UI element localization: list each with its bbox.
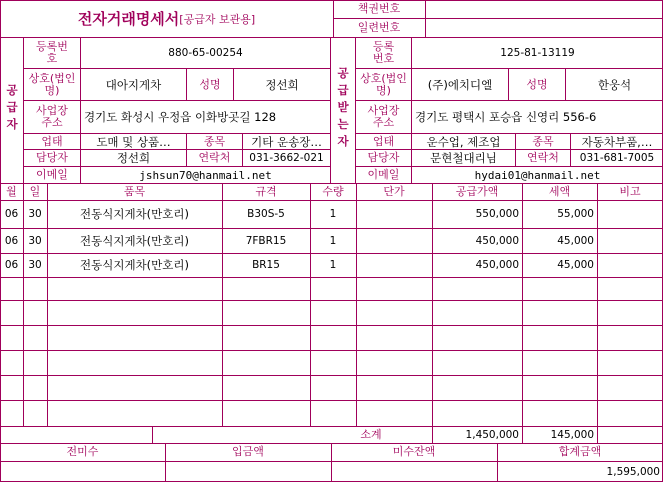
table-grid-line: [0, 350, 663, 351]
buyer-email-label: 이메일: [367, 168, 400, 181]
title-sub: [공급자 보관용]: [179, 12, 256, 26]
row-day: 30: [28, 234, 42, 247]
row-supply-amount: 550,000: [475, 208, 519, 220]
supplier-ceo-label: 성명: [199, 77, 221, 91]
table-grid-line: [0, 400, 663, 401]
supplier-address-label: 사업장주소: [36, 104, 68, 129]
supplier-email: jshsun70@hanmail.net: [139, 168, 272, 182]
buyer-ceo: 한웅석: [597, 77, 632, 92]
row-unit-price: [356, 253, 432, 277]
page-title: [0, 0, 333, 37]
col-header-day: 일: [29, 184, 41, 198]
row-supply-amount: 450,000: [475, 259, 519, 271]
row-spec: B30S-5: [247, 208, 285, 220]
subtotal-label: 소계: [360, 427, 382, 441]
row-month: 06: [4, 234, 19, 247]
col-header-tax: 세액: [548, 184, 571, 198]
buyer-item-label: 종목: [532, 134, 554, 148]
subtotal-tax: 145,000: [550, 428, 594, 441]
divider: [152, 426, 153, 443]
unpaid-label: 전미수: [66, 445, 99, 458]
row-tax: 45,000: [557, 234, 594, 247]
balance-value: [331, 461, 497, 482]
supplier-company: 대아지게차: [105, 77, 162, 92]
table-grid-line: [0, 300, 663, 301]
table-grid-line: [0, 375, 663, 376]
grand-total-label: 합계금액: [558, 445, 602, 458]
row-month: 06: [4, 208, 19, 220]
buyer-biz-item: 자동차부품,…: [581, 134, 653, 149]
buyer-name-label: 상호(법인명): [360, 71, 407, 97]
buyer-reg-label: 등록번호: [372, 40, 395, 65]
row-day: 30: [28, 208, 42, 220]
divider: [330, 37, 331, 183]
supplier-name-label: 상호(법인명): [28, 71, 76, 97]
row-unit-price: [356, 228, 432, 253]
row-item: 전동식지게차(만호리): [80, 207, 189, 221]
col-header-qty: 수량: [322, 184, 344, 198]
subtotal-supply: 1,450,000: [465, 428, 519, 441]
balance-label: 미수잔액: [392, 445, 436, 458]
supplier-biz-type: 도매 및 상품…: [96, 134, 171, 149]
buyer-address-label: 사업장주소: [367, 104, 400, 129]
col-header-month: 월: [6, 184, 17, 198]
buyer-contact: 문현철대리님: [430, 151, 497, 165]
row-note: [597, 253, 663, 277]
buyer-address: 경기도 평택시 포승읍 신영리 556-6: [415, 110, 597, 124]
row-tax: 55,000: [557, 208, 594, 220]
row-tax: 45,000: [557, 259, 594, 271]
supplier-contact-label: 담당자: [36, 151, 68, 164]
row-qty: 1: [329, 259, 337, 271]
unpaid-value: [0, 461, 165, 482]
book-no-label: 책권번호: [357, 2, 401, 15]
supplier-contact: 정선희: [116, 151, 151, 165]
supplier-ceo: 정선희: [265, 77, 299, 92]
table-grid-line: [0, 277, 663, 278]
buyer-phone-label: 연락처: [527, 151, 559, 164]
paid-label: 입금액: [232, 445, 264, 458]
supplier-reg-no: 880-65-00254: [168, 47, 243, 59]
col-header-note: 비고: [619, 184, 641, 198]
row-note: [597, 228, 663, 253]
supplier-item-label: 종목: [203, 134, 226, 148]
title-main: 전자거래명세서: [77, 10, 180, 28]
row-qty: 1: [329, 234, 337, 247]
supplier-email-label: 이메일: [36, 168, 68, 181]
row-month: 06: [4, 259, 19, 271]
row-qty: 1: [329, 208, 337, 220]
supplier-phone-label: 연락처: [198, 151, 231, 164]
supplier-side-label: 공급자: [6, 82, 18, 131]
buyer-reg-no: 125-81-13119: [500, 47, 575, 59]
buyer-company: (주)에치디엘: [427, 77, 493, 92]
row-spec: 7FBR15: [245, 234, 287, 247]
serial-no-label: 일련번호: [357, 20, 401, 34]
supplier-address: 경기도 화성시 우정읍 이화방곳길 128: [84, 110, 277, 124]
buyer-phone: 031-681-7005: [579, 152, 655, 164]
supplier-phone: 031-3662-021: [249, 152, 324, 164]
grand-total-value: 1,595,000: [606, 465, 660, 478]
row-unit-price: [356, 200, 432, 228]
supplier-biz-type-label: 업태: [41, 134, 63, 148]
row-item: 전동식지게차(만호리): [80, 233, 189, 248]
row-day: 30: [28, 259, 42, 271]
buyer-side-label: 공급받는자: [337, 65, 349, 148]
buyer-biz-type-label: 업태: [372, 134, 395, 148]
row-spec: BR15: [252, 259, 280, 271]
col-header-supply-amount: 공급가액: [455, 184, 499, 198]
paid-value: [165, 461, 331, 482]
row-item: 전동식지게차(만호리): [80, 258, 189, 272]
buyer-email: hydai01@hanmail.net: [474, 168, 601, 182]
col-header-unit-price: 단가: [383, 184, 405, 198]
row-supply-amount: 450,000: [475, 234, 519, 247]
col-header-spec: 규격: [255, 184, 277, 198]
table-grid-line: [0, 325, 663, 326]
serial-no-value: [425, 18, 663, 37]
supplier-biz-item: 기타 운송장…: [251, 134, 322, 149]
buyer-biz-type: 운수업, 제조업: [426, 134, 501, 149]
buyer-contact-label: 담당자: [367, 151, 400, 164]
row-note: [597, 200, 663, 228]
col-header-item: 품목: [123, 184, 146, 198]
buyer-ceo-label: 성명: [526, 77, 548, 91]
supplier-reg-label: 등록번호: [36, 40, 68, 65]
book-no-value: [425, 0, 663, 18]
